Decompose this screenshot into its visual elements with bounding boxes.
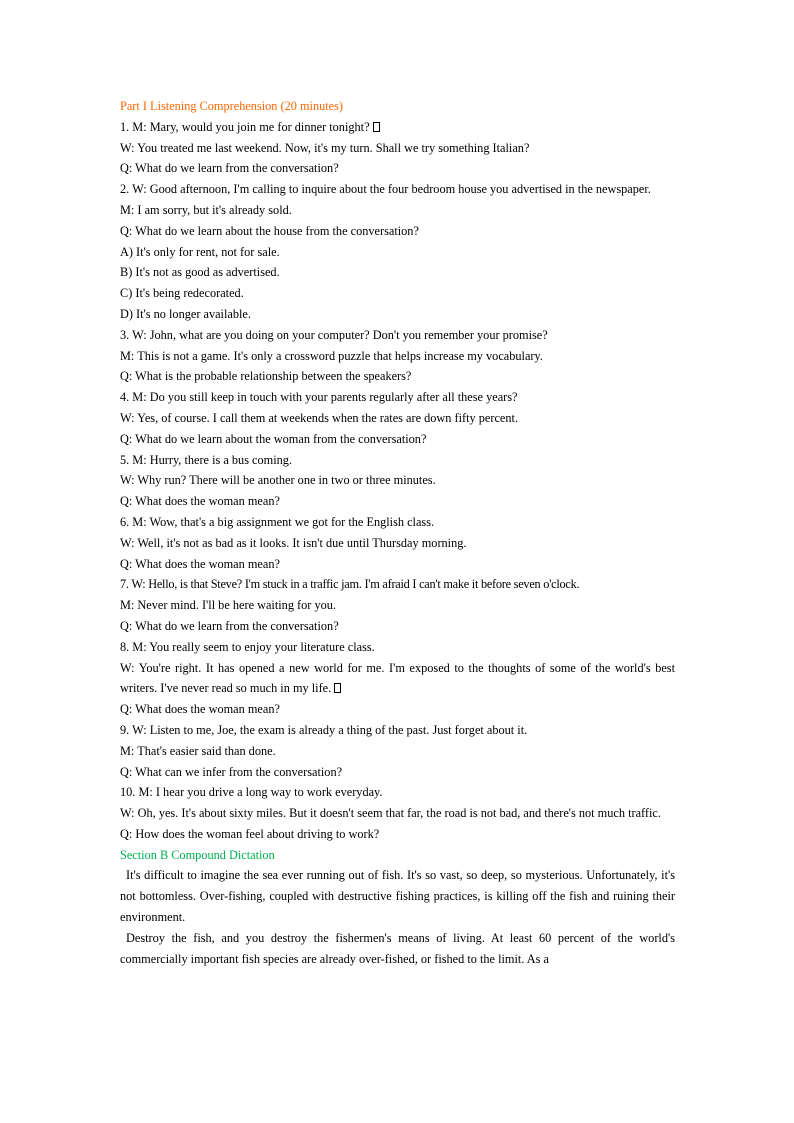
dialogue-line: M: Never mind. I'll be here waiting for you. [120,598,336,613]
question-line: Q: What do we learn from the conversation? [120,618,339,633]
dialogue-line: 6. M: Wow, that's a big assignment we got for the English class. [120,514,435,529]
dialogue-line: W: Oh, yes. It's about sixty miles. But it doesn't seem that far, the road is not bad, and there's not much traffic. [120,806,661,821]
question-line: Q: What does the woman mean? [120,494,280,509]
option-line: C) It's being redecorated. [120,286,244,301]
question-line: Q: What does the woman mean? [120,556,280,571]
question-line: Q: What do we learn from the conversation? [120,161,339,176]
body-paragraph: Destroy the fish, and you destroy the fishermen's means of living. At least 60 percent of the world's commercially important fish species are already over-fished, or fished to the limit. As a [120,930,675,966]
dialogue-line: W: Why run? There will be another one in two or three minutes. [120,473,436,488]
dialogue-line: 8. M: You really seem to enjoy your literature class. [120,639,375,654]
question-line: Q: What is the probable relationship between the speakers? [120,369,412,384]
dialogue-line: 9. W: Listen to me, Joe, the exam is already a thing of the past. Just forget about it. [120,722,528,737]
option-line: B) It's not as good as advertised. [120,265,280,280]
dialogue-line [120,658,675,700]
dialogue-line: W: Yes, of course. I call them at weekends when the rates are down fifty percent. [120,410,519,425]
question-line: Q: How does the woman feel about driving to work? [120,826,380,841]
part-heading: Part I Listening Comprehension (20 minutes) [120,99,344,113]
dialogue-line: 10. M: I hear you drive a long way to work everyday. [120,785,383,800]
dialogue-line: 2. W: Good afternoon, I'm calling to inquire about the four bedroom house you advertised in the newspaper. [120,182,651,197]
question-line: Q: What can we infer from the conversation? [120,764,343,779]
dialogue-line: M: This is not a game. It's only a crossword puzzle that helps increase my vocabulary. [120,348,543,363]
option-line: A) It's only for rent, not for sale. [120,244,280,259]
question-line: Q: What do we learn about the house from the conversation? [120,223,419,238]
dialogue-line [120,117,675,138]
dialogue-line: 7. W: Hello, is that Steve? I'm stuck in a traffic jam. I'm afraid I can't make it before seven o'clock. [120,577,580,592]
section-heading: Section B Compound Dictation [120,847,275,862]
dialogue-line: W: You treated me last weekend. Now, it's my turn. Shall we try something Italian? [120,140,530,155]
dialogue-text: W: You're right. It has opened a new world for me. I'm exposed to the thoughts of some of the world's best writers. I've never read so much in my life. [120,660,675,696]
dialogue-line: 5. M: Hurry, there is a bus coming. [120,452,293,467]
dialogue-line: M: That's easier said than done. [120,743,276,758]
dialogue-line: W: Well, it's not as bad as it looks. It isn't due until Thursday morning. [120,535,467,550]
placeholder-box-icon [334,683,341,693]
dialogue-text: 1. M: Mary, would you join me for dinner tonight? [120,119,370,134]
dialogue-line: 3. W: John, what are you doing on your computer? Don't you remember your promise? [120,327,548,342]
body-paragraph: It's difficult to imagine the sea ever running out of fish. It's so vast, so deep, so mysterious. Unfortunately, it's not bottomless. Over-fishing, coupled with destructive fishing practices, is killing off the fish and ruining their environment. [120,868,675,925]
placeholder-box-icon [373,122,380,132]
dialogue-line: 4. M: Do you still keep in touch with your parents regularly after all these years? [120,390,518,405]
question-line: Q: What do we learn about the woman from the conversation? [120,431,427,446]
dialogue-line: M: I am sorry, but it's already sold. [120,202,292,217]
question-line: Q: What does the woman mean? [120,702,280,717]
document-page [120,96,675,969]
option-line: D) It's no longer available. [120,306,251,321]
